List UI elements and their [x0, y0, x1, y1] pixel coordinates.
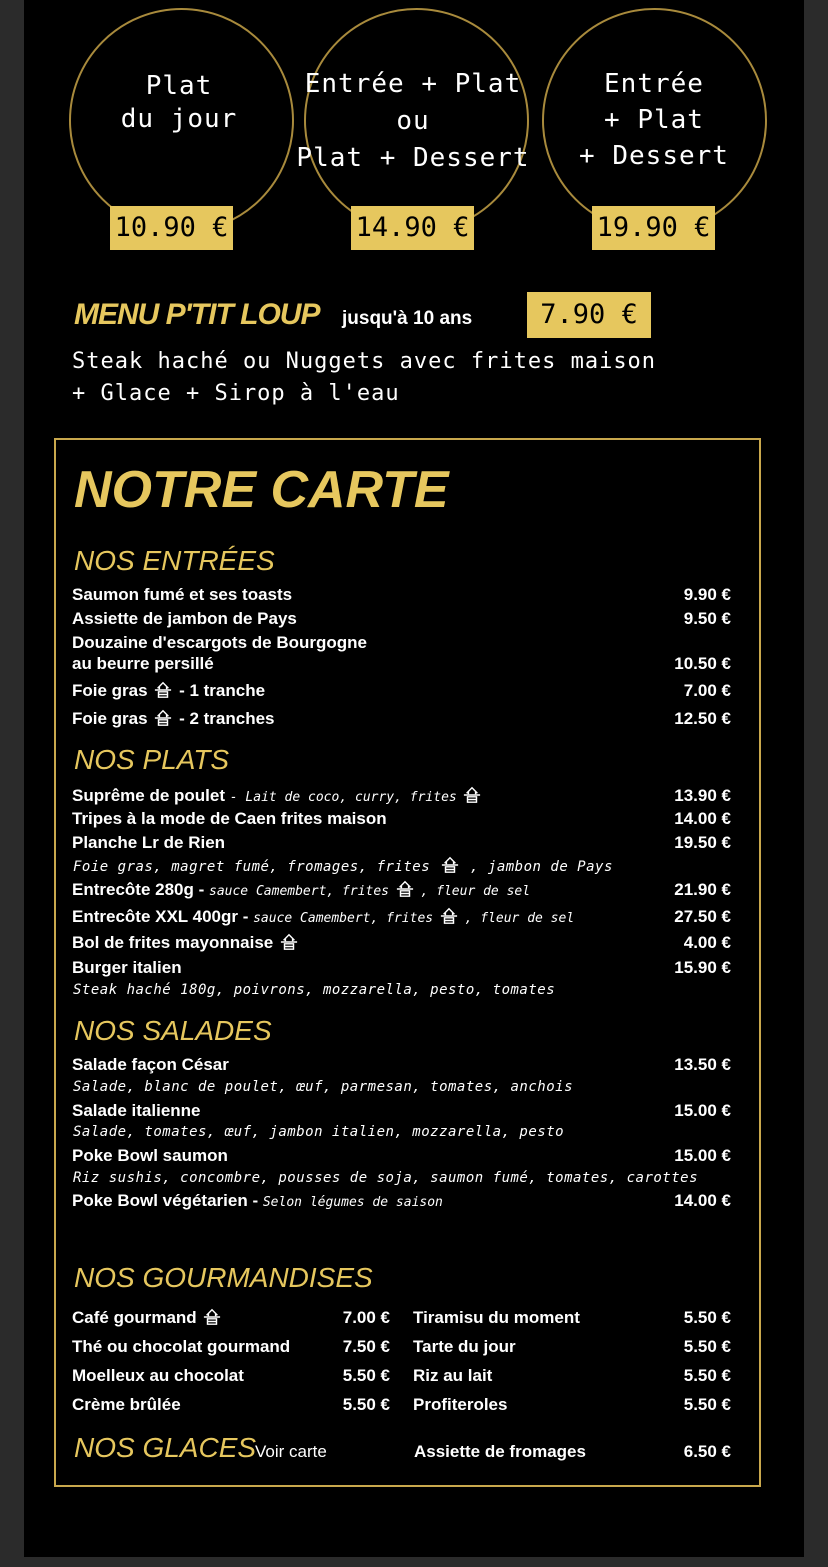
entree-2-price: 9.50 €	[683, 609, 731, 628]
salade-1-sub: Salade, blanc de poulet, œuf, parmesan, tomates, anchois	[73, 1079, 574, 1095]
salade-4-desc: Selon légumes de saison	[262, 1195, 443, 1210]
gourmandise-left-4-price: 5.50 €	[342, 1395, 390, 1414]
salade-3-price: 15.00 €	[674, 1146, 731, 1165]
homemade-house-icon	[441, 856, 459, 874]
ptit-loup-subtitle: jusqu'à 10 ans	[342, 308, 473, 329]
plat-5-desc-a: sauce Camembert, frites	[253, 911, 434, 926]
plat-5-name: Entrecôte XXL 400gr -	[72, 907, 249, 926]
entree-3-price: 10.50 €	[674, 654, 731, 673]
gourmandise-right-2-price: 5.50 €	[683, 1337, 731, 1356]
gourmandise-left-2-price: 7.50 €	[342, 1337, 390, 1356]
formula-2-line-3: Plat + Dessert	[296, 143, 530, 173]
homemade-house-icon	[203, 1308, 221, 1326]
gourmandise-left-4-name: Crème brûlée	[72, 1395, 181, 1414]
formula-3-line-3: + Dessert	[579, 141, 729, 171]
ptit-loup-desc-1: Steak haché ou Nuggets avec frites maison	[72, 349, 657, 374]
formula-1-price: 10.90 €	[110, 206, 233, 250]
entree-4-row	[72, 681, 265, 701]
homemade-house-icon	[440, 907, 458, 925]
entree-5-name: Foie gras	[72, 709, 148, 728]
plat-6-row	[72, 933, 300, 953]
gourmandise-left-3-price: 5.50 €	[342, 1366, 390, 1385]
plat-5-price: 27.50 €	[674, 907, 731, 926]
entree-4-name: Foie gras	[72, 681, 148, 700]
gourmandise-right-3-price: 5.50 €	[683, 1366, 731, 1385]
gourmandise-left-3-name: Moelleux au chocolat	[72, 1366, 244, 1385]
salade-1-name: Salade façon César	[72, 1055, 229, 1074]
section-glaces-title: NOS GLACES	[74, 1432, 257, 1463]
plat-5-desc-b: , fleur de sel	[464, 911, 575, 926]
fromages-price: 6.50 €	[683, 1442, 731, 1461]
gourmandise-right-1-price: 5.50 €	[683, 1308, 731, 1327]
plat-6-name: Bol de frites mayonnaise	[72, 933, 274, 952]
plat-4-row	[72, 880, 530, 900]
plat-3-name: Planche Lr de Rien	[72, 833, 226, 852]
homemade-house-icon	[396, 880, 414, 898]
entree-2-name: Assiette de jambon de Pays	[72, 609, 297, 628]
salade-3-sub: Riz sushis, concombre, pousses de soja, saumon fumé, tomates, carottes	[73, 1170, 699, 1186]
gourmandise-right-4-price: 5.50 €	[683, 1395, 731, 1414]
entree-5-detail: - 2 tranches	[179, 709, 275, 728]
formula-2-price: 14.90 €	[351, 206, 474, 250]
section-gourmandises-title: NOS GOURMANDISES	[74, 1262, 373, 1293]
formula-3-line-2: + Plat	[604, 105, 704, 135]
formula-1-text	[89, 70, 269, 136]
salade-3-name: Poke Bowl saumon	[72, 1146, 228, 1165]
plat-1-name: Suprême de poulet	[72, 786, 226, 805]
ptit-loup-desc-2: + Glace + Sirop à l'eau	[72, 381, 400, 406]
plat-1-row	[72, 786, 483, 806]
plat-3-price: 19.50 €	[674, 833, 731, 852]
salade-4-name: Poke Bowl végétarien -	[72, 1191, 259, 1210]
plat-7-name: Burger italien	[72, 958, 182, 977]
ptit-loup-price: 7.90 €	[527, 292, 651, 338]
plat-1-price: 13.90 €	[674, 786, 731, 805]
section-entrees-title: NOS ENTRÉES	[74, 545, 275, 576]
formula-1-line-2: du jour	[120, 104, 238, 134]
entree-3-name-2: au beurre persillé	[72, 654, 214, 673]
entree-4-price: 7.00 €	[683, 681, 731, 700]
homemade-house-icon	[154, 709, 172, 727]
carte-title: NOTRE CARTE	[74, 461, 449, 519]
gourmandise-left-1-row	[72, 1308, 223, 1328]
formula-2-line-2: ou	[396, 106, 430, 136]
salade-2-sub: Salade, tomates, œuf, jambon italien, mozzarella, pesto	[73, 1124, 565, 1140]
homemade-house-icon	[280, 933, 298, 951]
plat-1-desc: - Lait de coco, curry, frites	[229, 790, 457, 805]
entree-1-name: Saumon fumé et ses toasts	[72, 585, 293, 604]
formula-3-text	[554, 66, 754, 174]
entree-4-detail: - 1 tranche	[179, 681, 266, 700]
homemade-house-icon	[154, 681, 172, 699]
plat-4-desc-a: sauce Camembert, frites	[209, 884, 390, 899]
salade-2-price: 15.00 €	[674, 1101, 731, 1120]
plat-3-sub-b: , jambon de Pays	[470, 859, 613, 875]
formula-1-line-1: Plat	[145, 71, 213, 101]
plat-4-name: Entrecôte 280g -	[72, 880, 205, 899]
entree-5-price: 12.50 €	[674, 709, 731, 728]
homemade-house-icon	[463, 786, 481, 804]
plat-4-price: 21.90 €	[674, 880, 731, 899]
salade-4-price: 14.00 €	[674, 1191, 731, 1210]
section-salades-title: NOS SALADES	[74, 1015, 272, 1046]
entree-5-row	[72, 709, 275, 729]
salade-4-row	[72, 1191, 443, 1211]
salade-2-name: Salade italienne	[72, 1101, 201, 1120]
plat-2-name: Tripes à la mode de Caen frites maison	[72, 809, 387, 828]
ptit-loup-title: MENU P'TIT LOUP	[74, 298, 320, 331]
gourmandise-left-1-price: 7.00 €	[342, 1308, 390, 1327]
formula-2-line-1: Entrée + Plat	[304, 69, 522, 99]
plat-2-price: 14.00 €	[674, 809, 731, 828]
plat-6-price: 4.00 €	[683, 933, 731, 952]
gourmandise-right-4-name: Profiteroles	[413, 1395, 508, 1414]
formula-3-line-1: Entrée	[604, 69, 704, 99]
formula-2-text	[294, 66, 532, 177]
glaces-voir-carte: Voir carte	[255, 1442, 327, 1461]
plat-7-price: 15.90 €	[674, 958, 731, 977]
entree-1-price: 9.90 €	[683, 585, 731, 604]
formula-3-price: 19.90 €	[592, 206, 715, 250]
plat-3-sub	[73, 856, 613, 875]
gourmandise-right-3-name: Riz au lait	[413, 1366, 493, 1385]
menu-page	[24, 0, 804, 1557]
plat-5-row	[72, 907, 574, 927]
gourmandise-left-2-name: Thé ou chocolat gourmand	[72, 1337, 291, 1356]
gourmandise-right-1-name: Tiramisu du moment	[413, 1308, 580, 1327]
plat-4-desc-b: , fleur de sel	[420, 884, 531, 899]
plat-7-sub: Steak haché 180g, poivrons, mozzarella, pesto, tomates	[73, 982, 556, 998]
plat-3-sub-a: Foie gras, magret fumé, fromages, frites	[73, 859, 431, 875]
gourmandise-right-2-name: Tarte du jour	[413, 1337, 516, 1356]
entree-3-name: Douzaine d'escargots de Bourgogne	[72, 633, 367, 652]
section-plats-title: NOS PLATS	[74, 744, 230, 775]
gourmandise-left-1-name: Café gourmand	[72, 1308, 197, 1327]
fromages-name: Assiette de fromages	[414, 1442, 586, 1461]
salade-1-price: 13.50 €	[674, 1055, 731, 1074]
